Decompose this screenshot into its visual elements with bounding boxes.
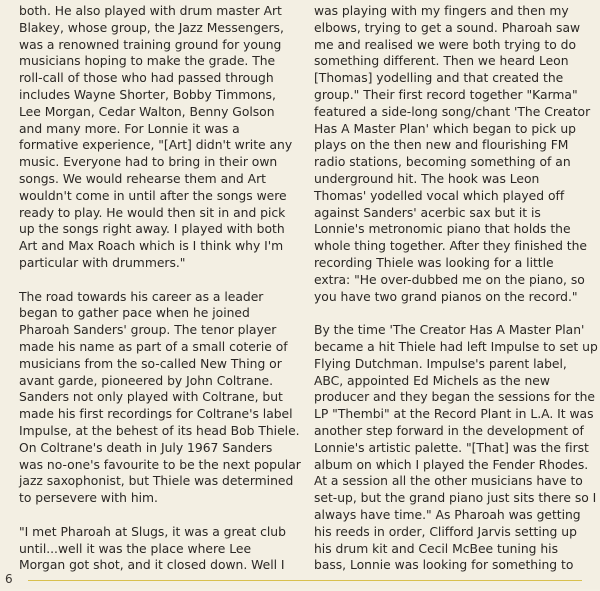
text-line: particular with drummers." — [19, 255, 186, 270]
text-line: Lonnie's artistic palette. "[That] was the first — [314, 440, 589, 455]
footer-rule — [28, 580, 582, 581]
text-line: formative experience, "[Art] didn't write any — [19, 138, 293, 153]
text-line: music. Everyone had to bring in their own — [19, 155, 278, 170]
paragraph-slugs — [19, 524, 289, 574]
text-line: Lee Morgan, Cedar Walton, Benny Golson — [19, 104, 275, 119]
text-line: was playing with my fingers and then my — [314, 4, 569, 18]
text-line: wouldn't come in until after the songs were — [19, 188, 287, 203]
text-line: plays on the then new and flourishing FM — [314, 138, 569, 153]
text-line: producer and they began the sessions for the — [314, 390, 595, 405]
paragraph-karma — [314, 3, 591, 305]
text-line: underground hit. The hook was Leon — [314, 171, 540, 186]
text-line: and many more. For Lonnie it was a — [19, 121, 240, 136]
text-line: At a session all the other musicians have to — [314, 474, 583, 489]
text-line: his drum kit and Cecil McBee tuning his — [314, 541, 558, 556]
text-line: began to gather pace when he joined — [19, 306, 250, 321]
text-line: avant garde, pioneered by John Coltrane. — [19, 373, 273, 388]
text-line: Has A Master Plan' which began to pick up — [314, 121, 576, 136]
text-line: Sanders not only played with Coltrane, but — [19, 390, 283, 405]
left-column — [19, 3, 301, 591]
text-line: was a renowned training ground for young — [19, 37, 282, 52]
text-line: ready to play. He would then sit in and pick — [19, 205, 286, 220]
text-line: musicians from the so-called New Thing or — [19, 356, 282, 371]
text-line: whole thing together. After they finished the — [314, 239, 588, 254]
paragraph-thembi — [314, 322, 598, 574]
text-line: extra: "He over-dubbed me on the piano, so — [314, 272, 585, 287]
text-line: Pharoah Sanders' group. The tenor player — [19, 323, 277, 338]
text-line: Lonnie's metronomic piano that holds the — [314, 222, 571, 237]
text-line: up the songs right away. I played with both — [19, 222, 285, 237]
text-line: set-up, but the grand piano just sits there so I — [314, 491, 597, 506]
text-line: Morgan got shot, and it closed down. Well I — [19, 558, 285, 573]
text-line: bass, Lonnie was looking for something to — [314, 558, 574, 573]
text-line: Thomas' yodelled vocal which played off — [314, 188, 565, 203]
right-column — [314, 3, 598, 591]
text-line: always have time." As Pharoah was getting — [314, 507, 581, 522]
text-line: you have two grand pianos on the record." — [314, 289, 578, 304]
text-line: recording Thiele was looking for a little — [314, 255, 554, 270]
text-line: By the time 'The Creator Has A Master Plan' — [314, 323, 585, 338]
text-line: elbows, trying to get a sound. Pharoah saw — [314, 20, 581, 35]
text-line: roll-call of those who had passed through — [19, 71, 274, 86]
text-line: something different. Then we heard Leon — [314, 54, 569, 69]
text-line: me and realised we were both trying to do — [314, 37, 577, 52]
text-line: radio stations, becoming something of an — [314, 155, 571, 170]
text-line: featured a side-long song/chant 'The Creator — [314, 104, 591, 119]
text-line: until...well it was the place where Lee — [19, 541, 252, 556]
paragraph-blakey — [19, 3, 293, 272]
text-line: Flying Dutchman. Impulse's parent label, — [314, 356, 567, 371]
text-line: against Sanders' acerbic sax but it is — [314, 205, 541, 220]
text-line: made his name as part of a small coterie of — [19, 339, 288, 354]
text-line: [Thomas] yodelling and that created the — [314, 71, 564, 86]
text-line: LP "Thembi" at the Record Plant in L.A. It was — [314, 407, 594, 422]
text-line: musicians hoping to make the grade. The — [19, 54, 276, 69]
text-line: jazz saxophonist, but Thiele was determined — [19, 474, 294, 489]
text-line: Blakey, whose group, the Jazz Messengers, — [19, 20, 284, 35]
text-line: both. He also played with drum master Art — [19, 4, 282, 18]
text-line: was no-one's favourite to be the next popular — [19, 457, 301, 472]
text-line: The road towards his career as a leader — [19, 289, 264, 304]
text-line: "I met Pharoah at Slugs, it was a great club — [19, 524, 286, 539]
text-line: Impulse, at the behest of its head Bob Thiele. — [19, 423, 300, 438]
text-line: his reeds in order, Clifford Jarvis setting up — [314, 524, 577, 539]
text-line: album on which I played the Fender Rhodes. — [314, 457, 589, 472]
text-line: became a hit Thiele had left Impulse to set up — [314, 339, 598, 354]
text-line: to persevere with him. — [19, 491, 158, 506]
text-line: On Coltrane's death in July 1967 Sanders — [19, 440, 273, 455]
text-line: another step forward in the development of — [314, 423, 584, 438]
text-line: includes Wayne Shorter, Bobby Timmons, — [19, 87, 276, 102]
text-line: group." Their first record together "Karma" — [314, 87, 578, 102]
page-number: 6 — [5, 572, 13, 586]
text-line: ABC, appointed Ed Michels as the new — [314, 373, 550, 388]
text-line: songs. We would rehearse them and Art — [19, 171, 266, 186]
text-line: made his first recordings for Coltrane's label — [19, 407, 293, 422]
text-line: Art and Max Roach which is I think why I'm — [19, 239, 284, 254]
paragraph-career — [19, 289, 301, 507]
